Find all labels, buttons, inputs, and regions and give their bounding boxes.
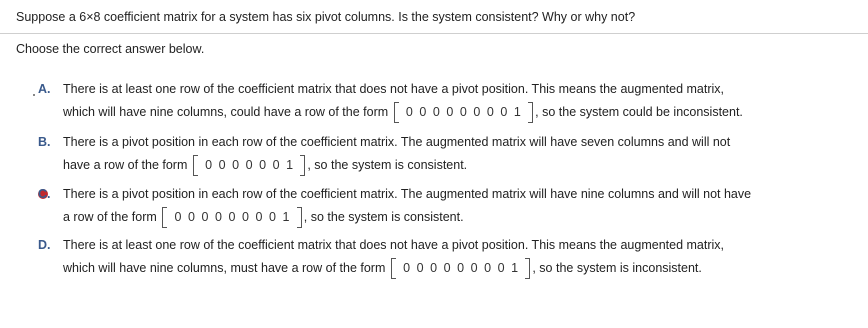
row-vector-entry: 0 (473, 105, 481, 120)
option-line-2-after: , so the system is consistent. (307, 158, 468, 172)
answer-option-b[interactable] (38, 131, 858, 177)
row-vector-entry: 0 (446, 105, 454, 120)
row-vector-entry: 0 (272, 158, 280, 173)
option-line-2-after: , so the system could be inconsistent. (535, 105, 743, 119)
answer-option-d[interactable] (38, 234, 858, 280)
option-line-1: There is a pivot position in each row of the coefficient matrix. The augmented matrix will have seven columns and will not (63, 135, 731, 149)
row-vector-entry: 0 (500, 105, 508, 120)
option-line-1: There is at least one row of the coefficient matrix that does not have a pivot position. This means the augmented matrix, (63, 82, 725, 96)
row-vector-entries (171, 210, 293, 224)
row-vector-entries (403, 105, 525, 119)
row-vector-entry: 0 (215, 210, 222, 225)
row-vector-entry: 0 (416, 261, 424, 276)
row-vector-entry: 0 (228, 210, 236, 225)
option-letter: B. (38, 135, 51, 149)
option-line-2-after: , so the system is inconsistent. (532, 261, 702, 275)
row-vector-entry: 0 (245, 158, 253, 173)
row-vector-entry: 0 (419, 105, 427, 120)
row-vector-entry: 1 (511, 261, 519, 276)
option-line-2 (63, 206, 464, 229)
row-vector-entry: 0 (459, 105, 467, 120)
row-vector-entry: 0 (486, 105, 494, 120)
row-vector-entry: 0 (242, 210, 249, 225)
instruction-text: Choose the correct answer below. (16, 42, 205, 56)
answer-option-c[interactable] (38, 183, 858, 229)
option-letter: D. (38, 238, 51, 252)
row-vector-entry: 1 (286, 158, 294, 173)
option-line-2-before: which will have nine columns, could have a row of the form (63, 105, 389, 119)
row-vector-entry: 0 (457, 261, 465, 276)
row-vector-entry: 0 (497, 261, 505, 276)
row-vector-entry: 0 (430, 261, 438, 276)
answer-option-a[interactable] (38, 78, 858, 124)
row-vector-entry: 0 (405, 105, 413, 120)
row-vector-entry: 0 (255, 210, 263, 225)
option-line-2-before: a row of the form (63, 210, 157, 224)
row-vector (391, 258, 531, 279)
row-vector (394, 102, 534, 123)
option-letter: C. (38, 187, 51, 201)
row-vector-entry: 0 (174, 210, 182, 225)
row-vector-entry: 0 (403, 261, 411, 276)
row-vector-entry: 0 (484, 261, 492, 276)
option-line-2-before: which will have nine columns, must have a row of the form (63, 261, 386, 275)
row-vector-entry: 0 (259, 158, 267, 173)
option-letter: A. (38, 82, 51, 96)
row-vector-entry: 0 (201, 210, 209, 225)
question-text: Suppose a 6×8 coefficient matrix for a system has six pivot columns. Is the system consistent? Why or why not? (16, 10, 636, 24)
row-vector-entries (400, 261, 522, 275)
focus-dot (33, 94, 35, 96)
row-vector-entry: 0 (188, 210, 195, 225)
row-vector-entry: 0 (432, 105, 440, 120)
row-vector-entry: 0 (205, 158, 213, 173)
row-vector-entry: 0 (218, 158, 226, 173)
option-line-2 (63, 154, 467, 177)
option-line-2-after: , so the system is consistent. (303, 210, 464, 224)
option-line-2 (63, 101, 743, 124)
row-vector-entry: 0 (269, 210, 276, 225)
row-vector-entry: 1 (513, 105, 521, 120)
row-vector (162, 207, 302, 228)
row-vector (193, 155, 306, 176)
option-line-1: There is at least one row of the coefficient matrix that does not have a pivot position. This means the augmented matrix, (63, 238, 725, 252)
row-vector-entry: 1 (282, 210, 290, 225)
option-line-2 (63, 257, 702, 280)
row-vector-entry: 0 (232, 158, 240, 173)
option-line-2-before: have a row of the form (63, 158, 188, 172)
row-vector-entries (202, 158, 297, 172)
row-vector-entry: 0 (470, 261, 478, 276)
option-line-1: There is a pivot position in each row of the coefficient matrix. The augmented matrix will have nine columns and will not have (63, 187, 752, 201)
row-vector-entry: 0 (443, 261, 451, 276)
divider (0, 33, 868, 34)
